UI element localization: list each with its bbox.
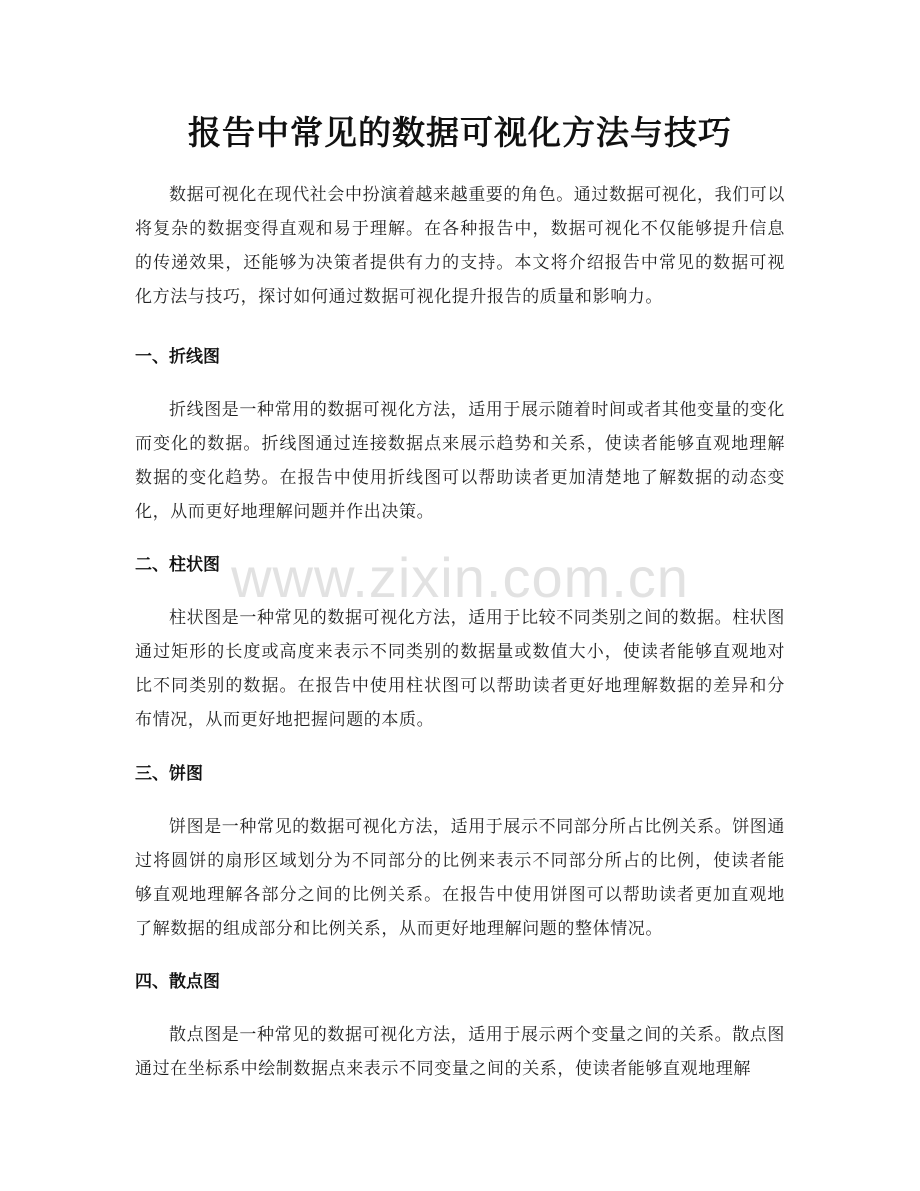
section-heading-bar-chart: 二、柱状图 (135, 555, 220, 575)
watermark: www.zixin.com.cn (231, 546, 689, 609)
document-title: 报告中常见的数据可视化方法与技巧 (188, 113, 732, 152)
section-body-pie-chart: 饼图是一种常见的数据可视化方法，适用于展示不同部分所占比例关系。饼图通过将圆饼的扇形区域划分为不同部分的比例来表示不同部分所占的比例，使读者能够直观地理解各部分之间的比例关系。在报告中使用饼图可以帮助读者更加直观地了解数据的组成部分和比例关系，从而更好地理解问题的整体情况。 (135, 817, 785, 939)
section-body-bar-chart: 柱状图是一种常见的数据可视化方法，适用于比较不同类别之间的数据。柱状图通过矩形的长度或高度来表示不同类别的数据量或数值大小，使读者能够直观地对比不同类别的数据。在报告中使用柱状图可以帮助读者更好地理解数据的差异和分布情况，从而更好地把握问题的本质。 (135, 608, 785, 730)
section-heading-scatter-chart: 四、散点图 (135, 972, 220, 992)
intro-paragraph: 数据可视化在现代社会中扮演着越来越重要的角色。通过数据可视化，我们可以将复杂的数据变得直观和易于理解。在各种报告中，数据可视化不仅能够提升信息的传递效果，还能够为决策者提供有力的支持。本文将介绍报告中常见的数据可视化方法与技巧，探讨如何通过数据可视化提升报告的质量和影响力。 (135, 185, 785, 307)
section-heading-pie-chart: 三、饼图 (135, 764, 203, 784)
section-body-line-chart: 折线图是一种常用的数据可视化方法，适用于展示随着时间或者其他变量的变化而变化的数据。折线图通过连接数据点来展示趋势和关系，使读者能够直观地理解数据的变化趋势。在报告中使用折线图可以帮助读者更加清楚地了解数据的动态变化，从而更好地理解问题并作出决策。 (135, 400, 785, 522)
section-heading-line-chart: 一、折线图 (135, 347, 220, 367)
section-body-scatter-chart: 散点图是一种常见的数据可视化方法，适用于展示两个变量之间的关系。散点图通过在坐标系中绘制数据点来表示不同变量之间的关系，使读者能够直观地理解 (135, 1025, 785, 1079)
